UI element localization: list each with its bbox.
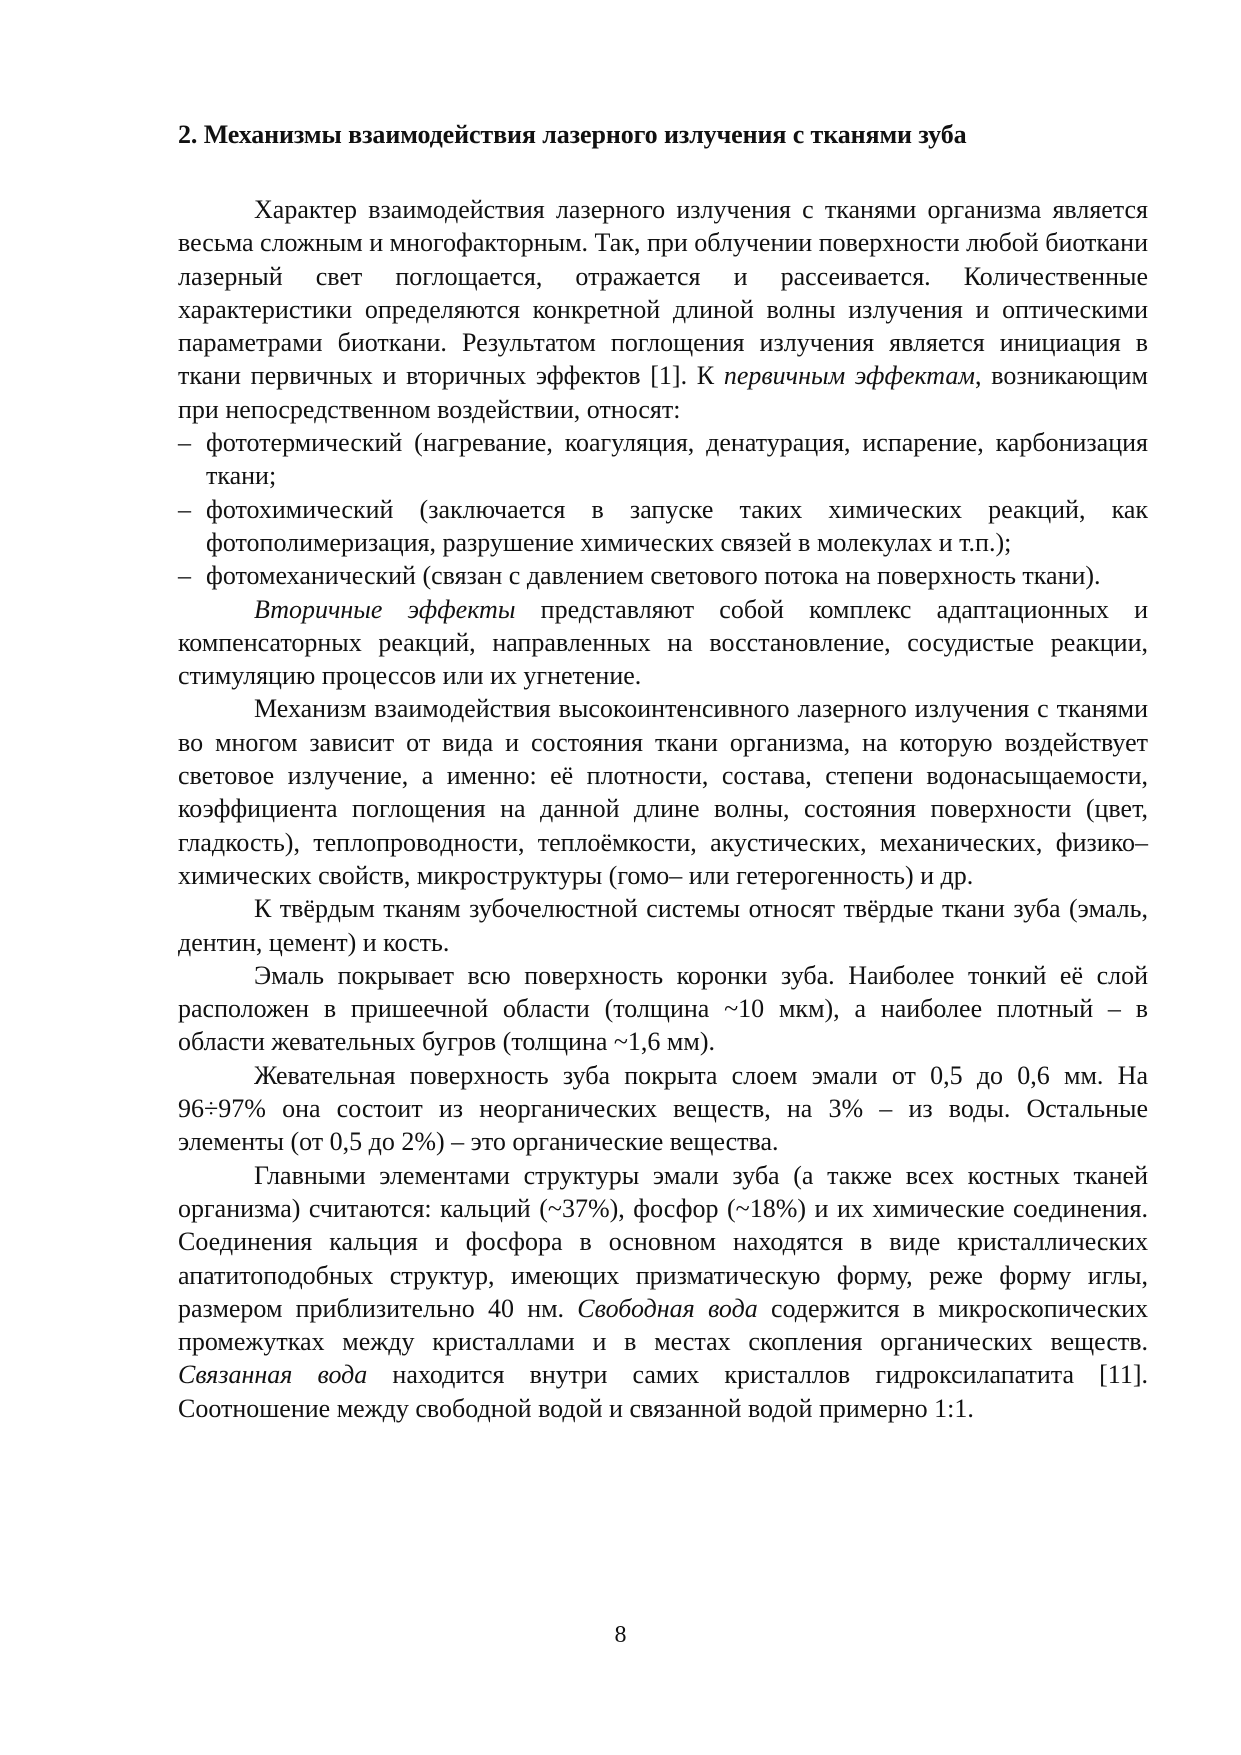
list-item (178, 426, 1148, 493)
paragraph-hard-tissues: К твёрдым тканям зубочелюстной системы относят твёрдые ткани зуба (эмаль, дентин, цемент) и кость. (178, 894, 1148, 957)
paragraph-secondary-emphasis: Вторичные эффекты (254, 594, 516, 624)
paragraph-secondary-text: представляют собой комплекс адаптационных и компенсаторных реакций, направленных на восстановление, сосудистые реакции, стимуляцию процессов или их угнетение. (178, 594, 1148, 691)
paragraph-intro (178, 193, 1148, 426)
paragraph-structure-emphasis-2: Связанная вода (178, 1360, 368, 1390)
paragraph-enamel: Эмаль покрывает всю поверхность коронки зуба. Наиболее тонкий её слой расположен в пришеечной области (толщина ~10 мкм), а наиболее плотный – в области жевательных бугров (толщина ~1,6 мм). (178, 960, 1148, 1057)
paragraph-structure-text-1: Главными элементами структуры эмали зуба (а также всех костных тканей организма) считаются: кальций (~37%), фосфор (~18%) и их химические соединения. Соединения кальция и фосфора в основном находятся в виде кристаллических апатитоподобных структур, имеющих призматическую форму, реже форму иглы, размером приблизительно 40 нм. (178, 1160, 1148, 1323)
paragraph-structure-text-3: находится внутри самих кристаллов гидроксилапатита [11]. Соотношение между свободной водой и связанной водой примерно 1:1. (178, 1360, 1149, 1423)
paragraph-secondary-effects (178, 593, 1148, 693)
paragraph-intro-text-1: Характер взаимодействия лазерного излучения с тканями организма является весьма сложным и многофакторным. Так, при облучении поверхности любой биоткани лазерный свет поглощается, отражается и рассеивается. Количественные характеристики определяются конкретной длиной волны излучения и оптическими параметрами биоткани. Результатом поглощения излучения является инициация в ткани первичных и вторичных эффектов [1]. К (178, 195, 1148, 391)
paragraph-structure (178, 1159, 1148, 1425)
list-item (178, 493, 1148, 560)
page-number: 8 (614, 1622, 627, 1648)
page-content (178, 118, 1148, 1425)
section-heading: 2. Механизмы взаимодействия лазерного излучения с тканями зуба (178, 120, 967, 149)
list-item (178, 559, 1148, 592)
paragraph-chewing-surface: Жевательная поверхность зуба покрыта слоем эмали от 0,5 до 0,6 мм. На 96÷97% она состоит из неорганических веществ, на 3% – из воды. Остальные элементы (от 0,5 до 2%) – это органические вещества. (178, 1060, 1148, 1157)
list-item-text: фотомеханический (связан с давлением светового потока на поверхность ткани). (206, 561, 1101, 591)
paragraph-structure-emphasis-1: Свободная вода (577, 1293, 758, 1323)
list-dash: – (178, 561, 191, 591)
paragraph-intro-text-2: , возникающим при непосредственном воздействии, относят: (178, 361, 1149, 424)
paragraph-structure-text-2: содержится в микроскопических промежутках между кристаллами и в местах скопления органических веществ. (178, 1293, 1148, 1357)
primary-effects-list (178, 426, 1148, 592)
list-dash: – (178, 428, 191, 458)
list-item-text: фототермический (нагревание, коагуляция, денатурация, испарение, карбонизация ткани; (206, 428, 1148, 491)
paragraph-intro-emphasis: первичным эффектам (723, 361, 975, 391)
list-item-text: фотохимический (заключается в запуске таких химических реакций, как фотополимеризация, разрушение химических связей в молекулах и т.п.); (206, 494, 1148, 557)
list-dash: – (178, 494, 191, 524)
paragraph-mechanism: Механизм взаимодействия высокоинтенсивного лазерного излучения с тканями во многом зависит от вида и состояния ткани организма, на которую воздействует световое излучение, а именно: её плотности, состава, степени водонасыщаемости, коэффициента поглощения на данной длине волны, состояния поверхности (цвет, гладкость), теплопроводности, теплоёмкости, акустических, механических, физико–химических свойств, микроструктуры (гомо– или гетерогенность) и др. (178, 694, 1148, 890)
